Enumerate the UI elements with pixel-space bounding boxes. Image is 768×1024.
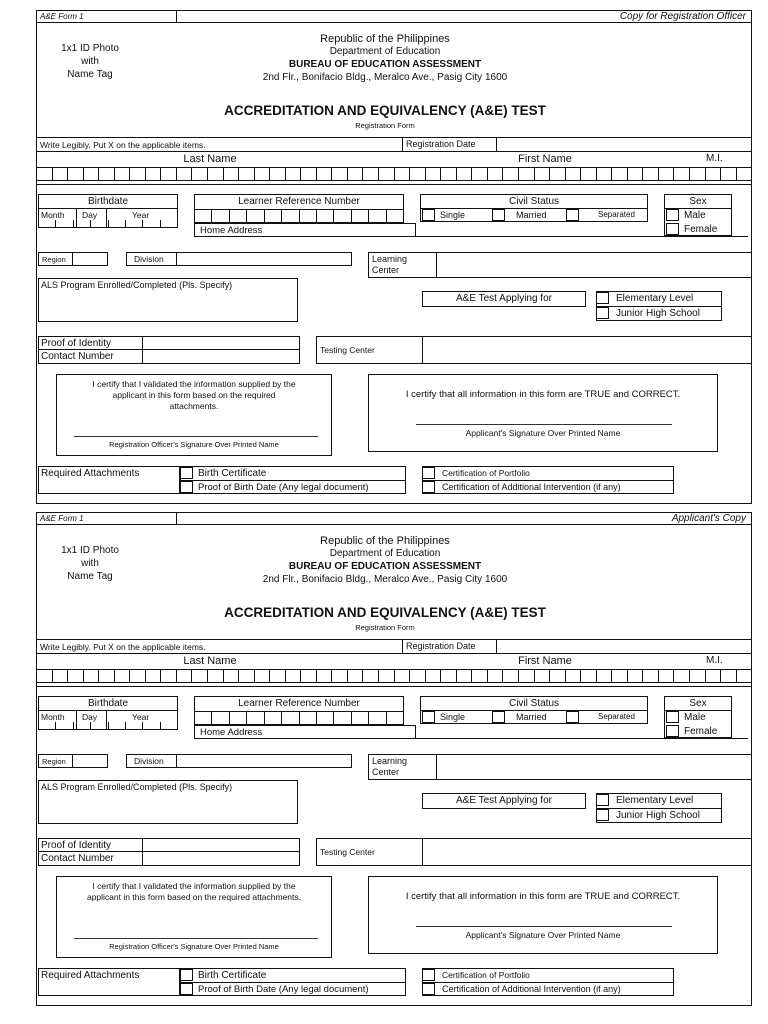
test-applying-label: A&E Test Applying for [456, 795, 552, 806]
letter-cell[interactable] [39, 722, 55, 729]
applicant-cert-text: I certify that all information in this form are TRUE and CORRECT. [405, 389, 681, 400]
proof-identity-label: Proof of Identity [41, 840, 112, 851]
region-label: Region [42, 757, 66, 766]
registration-date-field[interactable] [496, 137, 752, 151]
letter-cell[interactable] [211, 210, 228, 222]
letter-cell[interactable] [114, 670, 130, 682]
letter-cell[interactable] [238, 670, 254, 682]
letter-cell[interactable] [285, 670, 301, 682]
portfolio-checkbox[interactable] [422, 467, 435, 479]
form-subtitle: Registration Form [355, 623, 415, 632]
letter-cell[interactable] [611, 670, 627, 682]
single-checkbox[interactable] [422, 711, 435, 723]
learning-center-label-1: Learning [372, 254, 408, 264]
applicant-signature-label: Applicant's Signature Over Printed Name [465, 930, 621, 940]
last-name-label: Last Name [183, 153, 237, 165]
letter-cell[interactable] [281, 210, 298, 222]
letter-cell[interactable] [596, 168, 612, 180]
letter-cell[interactable] [705, 670, 721, 682]
letter-cell[interactable] [386, 712, 403, 724]
male-label: Male [684, 210, 706, 221]
day-label: Day [82, 210, 98, 220]
additional-intervention-label: Certification of Additional Intervention (if any) [442, 984, 621, 994]
letter-cell[interactable] [409, 168, 425, 180]
letter-cell[interactable] [83, 168, 99, 180]
letter-cell[interactable] [736, 168, 752, 180]
letter-cell[interactable] [176, 670, 192, 682]
birth-certificate-checkbox[interactable] [180, 969, 193, 981]
letter-cell[interactable] [394, 670, 410, 682]
letter-cell[interactable] [333, 210, 350, 222]
applicant-certification-box [368, 374, 718, 452]
letter-cell[interactable] [549, 168, 565, 180]
header-address: 2nd Flr., Bonifacio Bldg., Meralco Ave., Pasig City 1600 [262, 574, 508, 585]
letter-cell[interactable] [456, 670, 472, 682]
jhs-checkbox[interactable] [596, 307, 609, 319]
testing-center-field[interactable] [316, 838, 752, 866]
registration-date-field[interactable] [496, 639, 752, 653]
letter-cell[interactable] [518, 168, 534, 180]
letter-cell[interactable] [689, 168, 705, 180]
proof-birth-label: Proof of Birth Date (Any legal document) [198, 482, 369, 493]
letter-cell[interactable] [351, 712, 368, 724]
letter-cell[interactable] [425, 670, 441, 682]
female-label: Female [684, 726, 718, 737]
letter-cell[interactable] [125, 722, 142, 729]
letter-cell[interactable] [269, 168, 285, 180]
letter-cell[interactable] [580, 670, 596, 682]
married-label: Married [516, 210, 547, 220]
letter-cell[interactable] [176, 168, 192, 180]
header-department: Department of Education [329, 548, 441, 559]
letter-cell[interactable] [316, 712, 333, 724]
letter-cell[interactable] [378, 670, 394, 682]
letter-cell[interactable] [673, 670, 689, 682]
letter-cell[interactable] [331, 670, 347, 682]
letter-cell[interactable] [736, 670, 752, 682]
married-checkbox[interactable] [492, 209, 505, 221]
female-label: Female [684, 224, 718, 235]
letter-cell[interactable] [720, 670, 736, 682]
letter-cell[interactable] [368, 210, 385, 222]
letter-cell[interactable] [565, 670, 581, 682]
letter-cell[interactable] [195, 712, 211, 724]
letter-cell[interactable] [207, 168, 223, 180]
letter-cell[interactable] [316, 168, 332, 180]
male-label: Male [684, 712, 706, 723]
letter-cell[interactable] [658, 670, 674, 682]
letter-cell[interactable] [90, 722, 107, 729]
birthdate-cells[interactable] [38, 722, 178, 730]
day-label: Day [82, 712, 98, 722]
proof-birth-checkbox[interactable] [180, 983, 193, 995]
letter-cell[interactable] [409, 670, 425, 682]
separated-label: Separated [598, 210, 635, 219]
proof-identity-label: Proof of Identity [41, 338, 112, 349]
birthdate-label: Birthdate [87, 196, 129, 207]
letter-cell[interactable] [502, 670, 518, 682]
letter-cell[interactable] [223, 168, 239, 180]
letter-cell[interactable] [160, 220, 177, 227]
testing-center-label: Testing Center [320, 345, 375, 355]
letter-cell[interactable] [627, 168, 643, 180]
letter-cell[interactable] [642, 168, 658, 180]
letter-cell[interactable] [518, 670, 534, 682]
elementary-label: Elementary Level [616, 795, 694, 806]
photo-label-1: 1x1 ID Photo [61, 43, 119, 54]
letter-cell[interactable] [300, 168, 316, 180]
letter-cell[interactable] [195, 210, 211, 222]
officer-signature-label: Registration Officer's Signature Over Printed Name [109, 942, 279, 951]
proof-birth-checkbox[interactable] [180, 481, 193, 493]
single-label: Single [440, 712, 466, 722]
birth-certificate-label: Birth Certificate [198, 468, 267, 479]
male-checkbox[interactable] [666, 711, 679, 723]
letter-cell[interactable] [191, 670, 207, 682]
jhs-label: Junior High School [616, 810, 700, 821]
sex-label: Sex [689, 698, 707, 709]
form-number: A&E Form 1 [40, 12, 84, 21]
letter-cell[interactable] [269, 670, 285, 682]
letter-cell[interactable] [347, 168, 363, 180]
lrn-label: Learner Reference Number [238, 698, 360, 709]
letter-cell[interactable] [264, 712, 281, 724]
form-subtitle: Registration Form [355, 121, 415, 130]
letter-cell[interactable] [145, 670, 161, 682]
header-republic: Republic of the Philippines [320, 535, 450, 547]
jhs-checkbox[interactable] [596, 809, 609, 821]
letter-cell[interactable] [689, 670, 705, 682]
home-address-label: Home Address [200, 225, 263, 236]
letter-cell[interactable] [378, 168, 394, 180]
learning-center-label-2: Center [372, 265, 400, 275]
single-label: Single [440, 210, 466, 220]
separated-checkbox[interactable] [566, 209, 579, 221]
additional-intervention-checkbox[interactable] [422, 481, 435, 493]
required-attachments-label: Required Attachments [41, 970, 140, 981]
applicant-copy [0, 502, 768, 1006]
learning-center-label-2: Center [372, 767, 400, 777]
separated-label: Separated [598, 712, 635, 721]
letter-cell[interactable] [487, 168, 503, 180]
month-label: Month [41, 712, 65, 722]
photo-label-3: Name Tag [67, 571, 113, 582]
birthdate-cells[interactable] [38, 220, 178, 228]
portfolio-label: Certification of Portfolio [442, 468, 530, 478]
letter-cell[interactable] [502, 168, 518, 180]
letter-cell[interactable] [90, 220, 107, 227]
year-label: Year [132, 210, 150, 220]
elementary-checkbox[interactable] [596, 794, 609, 806]
officer-cert-line-1: I certify that I validated the information supplied by the [92, 379, 296, 389]
letter-cell[interactable] [145, 168, 161, 180]
letter-cell[interactable] [73, 722, 90, 729]
letter-cell[interactable] [142, 220, 159, 227]
mi-label: M.I. [706, 655, 723, 666]
form-title: ACCREDITATION AND EQUIVALENCY (A&E) TEST [224, 103, 546, 118]
letter-cell[interactable] [191, 168, 207, 180]
lrn-cells[interactable] [194, 209, 404, 223]
separated-checkbox[interactable] [566, 711, 579, 723]
header-address: 2nd Flr., Bonifacio Bldg., Meralco Ave., Pasig City 1600 [262, 72, 508, 83]
letter-cell[interactable] [368, 712, 385, 724]
letter-cell[interactable] [299, 210, 316, 222]
officer-cert-line-1: I certify that I validated the information supplied by the [92, 881, 296, 891]
year-label: Year [132, 712, 150, 722]
letter-cell[interactable] [108, 722, 125, 729]
birth-certificate-checkbox[interactable] [180, 467, 193, 479]
home-address-label: Home Address [200, 727, 263, 738]
letter-cell[interactable] [534, 670, 550, 682]
letter-cell[interactable] [98, 670, 114, 682]
letter-cell[interactable] [642, 670, 658, 682]
married-checkbox[interactable] [492, 711, 505, 723]
required-attachments-label: Required Attachments [41, 468, 140, 479]
letter-cell[interactable] [611, 168, 627, 180]
officer-cert-line-3: attachments. [169, 401, 219, 411]
female-checkbox[interactable] [666, 223, 679, 235]
portfolio-label: Certification of Portfolio [442, 970, 530, 980]
letter-cell[interactable] [362, 670, 378, 682]
lrn-cells[interactable] [194, 711, 404, 725]
division-label: Division [134, 756, 164, 766]
letter-cell[interactable] [264, 210, 281, 222]
letter-cell[interactable] [333, 712, 350, 724]
birthdate-label: Birthdate [87, 698, 129, 709]
male-checkbox[interactable] [666, 209, 679, 221]
copy-label: Copy for Registration Officer [619, 11, 746, 22]
letter-cell[interactable] [565, 168, 581, 180]
letter-cell[interactable] [229, 712, 246, 724]
letter-cell[interactable] [471, 670, 487, 682]
letter-cell[interactable] [596, 670, 612, 682]
letter-cell[interactable] [129, 168, 145, 180]
birth-certificate-label: Birth Certificate [198, 970, 267, 981]
civil-status-label: Civil Status [508, 698, 559, 709]
letter-cell[interactable] [281, 712, 298, 724]
letter-cell[interactable] [160, 670, 176, 682]
portfolio-checkbox[interactable] [422, 969, 435, 981]
letter-cell[interactable] [254, 168, 270, 180]
letter-cell[interactable] [98, 168, 114, 180]
first-name-label: First Name [518, 153, 572, 165]
letter-cell[interactable] [129, 670, 145, 682]
contact-number-label: Contact Number [41, 351, 114, 362]
letter-cell[interactable] [83, 670, 99, 682]
registration-date-label: Registration Date [406, 641, 476, 651]
letter-cell[interactable] [73, 220, 90, 227]
letter-cell[interactable] [487, 670, 503, 682]
proof-birth-label: Proof of Birth Date (Any legal document) [198, 984, 369, 995]
letter-cell[interactable] [362, 168, 378, 180]
letter-cell[interactable] [331, 168, 347, 180]
registration-date-label: Registration Date [406, 139, 476, 149]
test-applying-label: A&E Test Applying for [456, 293, 552, 304]
applicant-cert-text: I certify that all information in this form are TRUE and CORRECT. [405, 891, 681, 902]
header-bureau: BUREAU OF EDUCATION ASSESSMENT [288, 59, 482, 70]
sex-label: Sex [689, 196, 707, 207]
letter-cell[interactable] [440, 670, 456, 682]
learning-center-field[interactable] [368, 754, 752, 780]
additional-intervention-label: Certification of Additional Intervention (if any) [442, 482, 621, 492]
elementary-checkbox[interactable] [596, 292, 609, 304]
letter-cell[interactable] [300, 670, 316, 682]
letter-cell[interactable] [211, 712, 228, 724]
first-name-label: First Name [518, 655, 572, 667]
letter-cell[interactable] [386, 210, 403, 222]
letter-cell[interactable] [456, 168, 472, 180]
month-label: Month [41, 210, 65, 220]
letter-cell[interactable] [658, 168, 674, 180]
letter-cell[interactable] [549, 670, 565, 682]
letter-cell[interactable] [37, 670, 52, 682]
letter-cell[interactable] [285, 168, 301, 180]
division-label: Division [134, 254, 164, 264]
female-checkbox[interactable] [666, 725, 679, 737]
letter-cell[interactable] [108, 220, 125, 227]
letter-cell[interactable] [223, 670, 239, 682]
letter-cell[interactable] [160, 168, 176, 180]
letter-cell[interactable] [229, 210, 246, 222]
letter-cell[interactable] [580, 168, 596, 180]
letter-cell[interactable] [55, 220, 72, 227]
copy-label: Applicant's Copy [671, 513, 746, 524]
als-program-label: ALS Program Enrolled/Completed (Pls. Specify) [41, 782, 233, 792]
testing-center-field[interactable] [316, 336, 752, 364]
letter-cell[interactable] [160, 722, 177, 729]
letter-cell[interactable] [316, 670, 332, 682]
registration-officer-copy [0, 0, 768, 504]
photo-label-1: 1x1 ID Photo [61, 545, 119, 556]
letter-cell[interactable] [238, 168, 254, 180]
photo-label-2: with [81, 56, 99, 67]
letter-cell[interactable] [125, 220, 142, 227]
officer-cert-line-2: applicant in this form based on the required [112, 390, 276, 400]
letter-cell[interactable] [299, 712, 316, 724]
letter-cell[interactable] [471, 168, 487, 180]
header-department: Department of Education [329, 46, 441, 57]
learning-center-field[interactable] [368, 252, 752, 278]
additional-intervention-checkbox[interactable] [422, 983, 435, 995]
letter-cell[interactable] [142, 722, 159, 729]
instructions: Write Legibly. Put X on the applicable items. [40, 642, 206, 652]
letter-cell[interactable] [246, 712, 263, 724]
applicant-signature-label: Applicant's Signature Over Printed Name [465, 428, 621, 438]
header-republic: Republic of the Philippines [320, 33, 450, 45]
als-program-label: ALS Program Enrolled/Completed (Pls. Specify) [41, 280, 233, 290]
letter-cell[interactable] [720, 168, 736, 180]
letter-cell[interactable] [67, 670, 83, 682]
letter-cell[interactable] [705, 168, 721, 180]
letter-cell[interactable] [254, 670, 270, 682]
testing-center-label: Testing Center [320, 847, 375, 857]
officer-signature-label: Registration Officer's Signature Over Printed Name [109, 440, 279, 449]
officer-cert-line-2: applicant in this form based on the required attachments. [86, 892, 302, 902]
learning-center-label-1: Learning [372, 756, 408, 766]
photo-label-2: with [81, 558, 99, 569]
single-checkbox[interactable] [422, 209, 435, 221]
region-label: Region [42, 255, 66, 264]
letter-cell[interactable] [55, 722, 72, 729]
letter-cell[interactable] [67, 168, 83, 180]
letter-cell[interactable] [534, 168, 550, 180]
letter-cell[interactable] [627, 670, 643, 682]
name-cells[interactable] [36, 167, 752, 181]
letter-cell[interactable] [114, 168, 130, 180]
letter-cell[interactable] [347, 670, 363, 682]
mi-label: M.I. [706, 153, 723, 164]
applicant-certification-box [368, 876, 718, 954]
letter-cell[interactable] [316, 210, 333, 222]
photo-label-3: Name Tag [67, 69, 113, 80]
instructions: Write Legibly. Put X on the applicable items. [40, 140, 206, 150]
letter-cell[interactable] [351, 210, 368, 222]
contact-number-label: Contact Number [41, 853, 114, 864]
letter-cell[interactable] [52, 168, 68, 180]
name-cells[interactable] [36, 669, 752, 683]
letter-cell[interactable] [673, 168, 689, 180]
jhs-label: Junior High School [616, 308, 700, 319]
letter-cell[interactable] [52, 670, 68, 682]
letter-cell[interactable] [425, 168, 441, 180]
letter-cell[interactable] [440, 168, 456, 180]
form-title: ACCREDITATION AND EQUIVALENCY (A&E) TEST [224, 605, 546, 620]
letter-cell[interactable] [39, 220, 55, 227]
civil-status-label: Civil Status [508, 196, 559, 207]
letter-cell[interactable] [207, 670, 223, 682]
lrn-label: Learner Reference Number [238, 196, 360, 207]
letter-cell[interactable] [394, 168, 410, 180]
header-bureau: BUREAU OF EDUCATION ASSESSMENT [288, 561, 482, 572]
elementary-label: Elementary Level [616, 293, 694, 304]
letter-cell[interactable] [37, 168, 52, 180]
letter-cell[interactable] [246, 210, 263, 222]
married-label: Married [516, 712, 547, 722]
last-name-label: Last Name [183, 655, 237, 667]
form-number: A&E Form 1 [40, 514, 84, 523]
